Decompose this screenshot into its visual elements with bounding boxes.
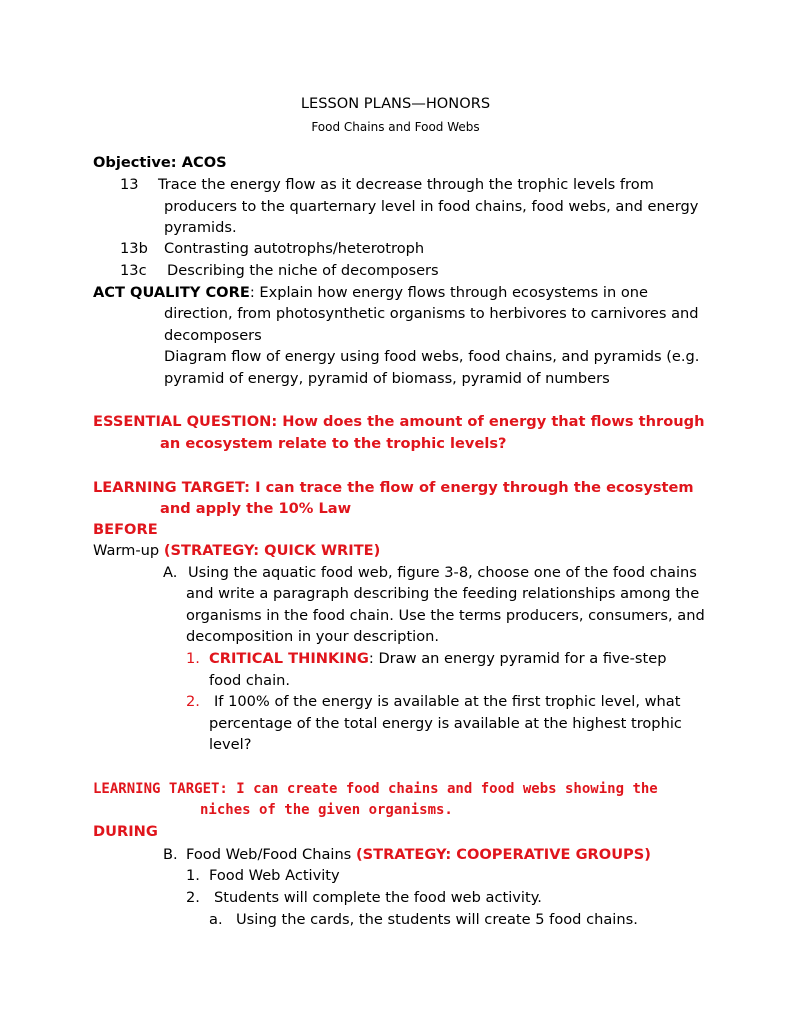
objective-item-text: Describing the niche of decomposers [167,262,439,279]
essential-question: ESSENTIAL QUESTION: How does the amount of energy that flows through [93,413,705,430]
critical-thinking-text: food chain. [209,672,291,689]
warmup-label: Warm-up [93,542,164,559]
objective-item-num: 13 [120,176,139,193]
objective-item-num: 13c [120,262,147,279]
objective-item-text: Contrasting autotrophs/heterotroph [164,240,425,257]
critical-thinking-label: CRITICAL THINKING [209,650,369,667]
objective-item-text: pyramids. [164,219,237,236]
act-text: Diagram flow of energy using food webs, food chains, and pyramids (e.g. [164,348,700,365]
critical-thinking-text: : Draw an energy pyramid for a five-step [368,650,667,667]
warmup-text: and write a paragraph describing the feeding relationships among the [186,585,700,602]
during-strategy: (STRATEGY: COOPERATIVE GROUPS) [355,846,651,863]
during-text: Food Web/Food Chains [186,846,356,863]
act-text: direction, from photosynthetic organisms to herbivores to carnivores and [164,305,699,322]
objective-item-text: producers to the quarternary level in food chains, food webs, and energy [164,198,699,215]
act-text: pyramid of energy, pyramid of biomass, pyramid of numbers [164,370,610,387]
section-heading-before: BEFORE [93,521,158,538]
learning-target: niches of the given organisms. [200,802,453,818]
act-text: decomposers [164,327,262,344]
learning-target: LEARNING TARGET: I can trace the flow of energy through the ecosystem [93,479,694,496]
list-item: Using the cards, the students will create 5 food chains. [236,911,638,928]
page-subtitle: Food Chains and Food Webs [311,120,480,134]
list-item: Students will complete the food web activity. [214,889,542,906]
list-item: Food Web Activity [209,867,340,884]
learning-target: LEARNING TARGET: I can create food chains and food webs showing the [93,781,658,797]
question-text: If 100% of the energy is available at the first trophic level, what [214,693,681,710]
warmup-text: decomposition in your description. [186,628,440,645]
list-marker-a: A. [163,564,178,581]
section-heading-during: DURING [93,823,158,840]
act-first-line [93,283,648,303]
question-text: percentage of the total energy is available at the highest trophic [209,715,682,732]
warmup-line [93,541,380,561]
list-number: 2. [186,889,200,906]
act-text: : Explain how energy flows through ecosystems in one [249,284,648,301]
list-marker-sub-a: a. [209,911,223,928]
warmup-text: organisms in the food chain. Use the terms producers, consumers, and [186,607,705,624]
warmup-strategy: (STRATEGY: QUICK WRITE) [163,542,381,559]
essential-question: an ecosystem relate to the trophic levels? [160,435,507,452]
list-number: 2. [186,693,200,710]
list-number: 1. [186,650,200,667]
learning-target: and apply the 10% Law [160,500,352,517]
page-title: LESSON PLANS—HONORS [300,95,491,112]
list-number: 1. [186,867,200,884]
question-text: level? [209,736,252,753]
act-label: ACT QUALITY CORE [93,284,250,301]
list-marker-b: B. [163,846,178,863]
during-line [186,845,651,865]
objective-label: Objective: ACOS [93,154,227,171]
objective-item-text: Trace the energy flow as it decrease through the trophic levels from [158,176,654,193]
critical-thinking-line [209,649,666,669]
objective-item-num: 13b [120,240,148,257]
warmup-text: Using the aquatic food web, figure 3-8, choose one of the food chains [188,564,697,581]
